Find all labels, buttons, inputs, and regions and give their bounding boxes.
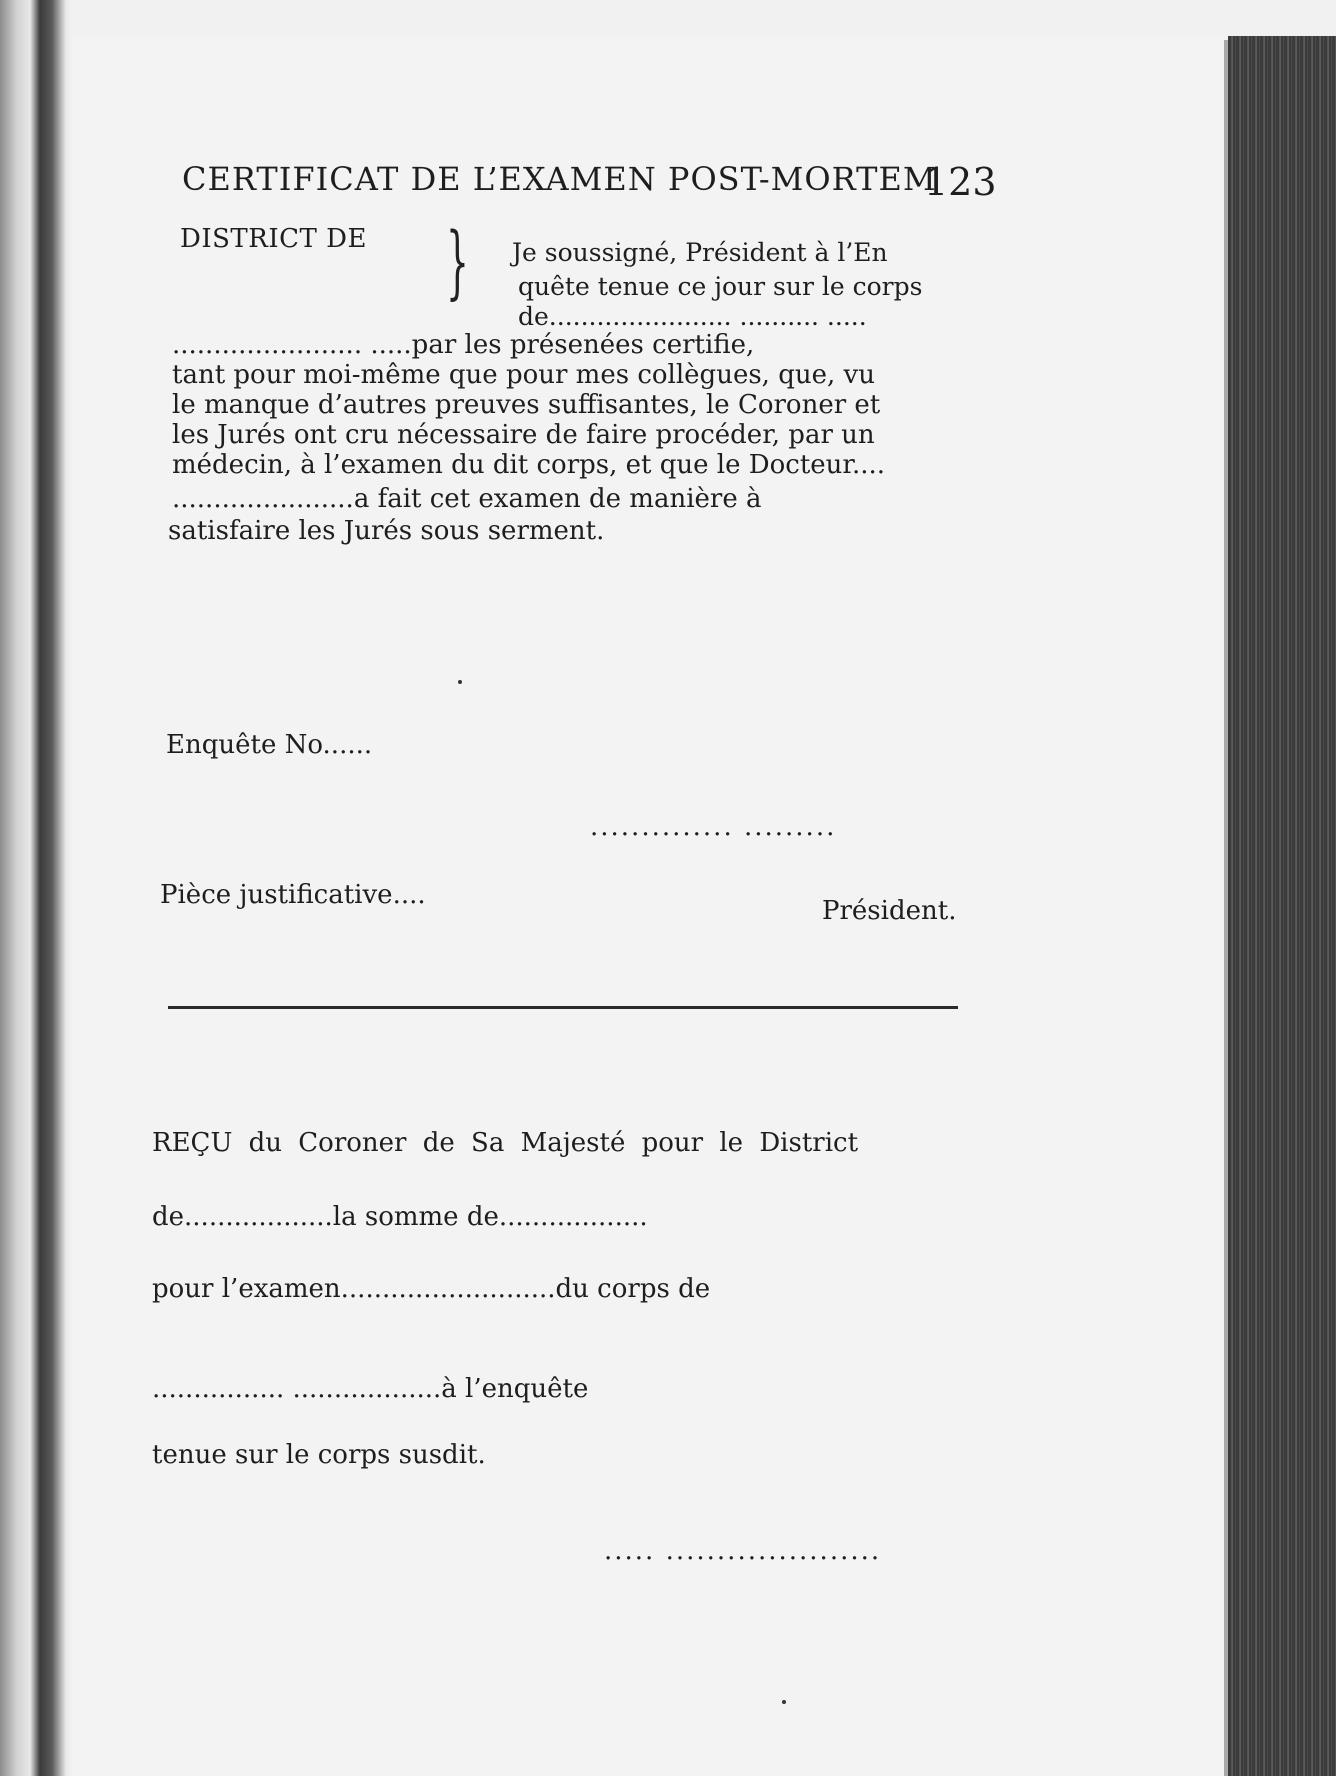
ink-speck (782, 1700, 786, 1704)
certificate-paragraph-line-1: ....................... .....par les présenées certifie, (172, 330, 755, 360)
certificate-paragraph-line-4: les Jurés ont cru nécessaire de faire procéder, par un (172, 420, 875, 450)
receipt-line-3: pour l’examen..........................du corps de (152, 1274, 711, 1304)
district-label: DISTRICT DE (180, 224, 367, 254)
page-header-title: CERTIFICAT DE L’EXAMEN POST-MORTEM (182, 160, 937, 198)
curly-brace: } (446, 215, 469, 308)
receipt-line-5: tenue sur le corps susdit. (152, 1440, 486, 1470)
president-label: Président. (822, 896, 957, 926)
president-signature-line: .............. ......... (590, 812, 837, 842)
voucher-field: Pièce justificative.... (160, 880, 426, 910)
page-number: 123 (924, 160, 997, 204)
receipt-line-1: REÇU du Coroner de Sa Majesté pour le District (152, 1128, 859, 1158)
certificate-box-line-2: quête tenue ce jour sur le corps (518, 272, 923, 301)
book-spine-left (0, 0, 72, 1776)
receipt-line-2: de..................la somme de.................. (152, 1202, 648, 1232)
certificate-paragraph-line-6: ......................a fait cet examen de manière à (172, 484, 762, 514)
book-page-edges-right (1228, 36, 1336, 1776)
certificate-paragraph-line-2: tant pour moi-même que pour mes collègues, que, vu (172, 360, 875, 390)
receipt-signature-line: ..... ..................... (604, 1536, 882, 1566)
section-divider (168, 1006, 958, 1009)
certificate-box-line-3: de....................... .......... ..... (518, 302, 867, 331)
certificate-box-line-1: Je soussigné, Président à l’En (512, 238, 888, 267)
inquest-number-field: Enquête No...... (166, 730, 373, 760)
certificate-paragraph-line-3: le manque d’autres preuves suffisantes, le Coroner et (172, 390, 881, 420)
receipt-line-4: ................ ..................à l’enquête (152, 1374, 589, 1404)
certificate-paragraph-line-7: satisfaire les Jurés sous serment. (168, 516, 605, 546)
certificate-paragraph-line-5: médecin, à l’examen du dit corps, et que le Docteur.... (172, 450, 886, 480)
ink-speck (458, 680, 462, 684)
